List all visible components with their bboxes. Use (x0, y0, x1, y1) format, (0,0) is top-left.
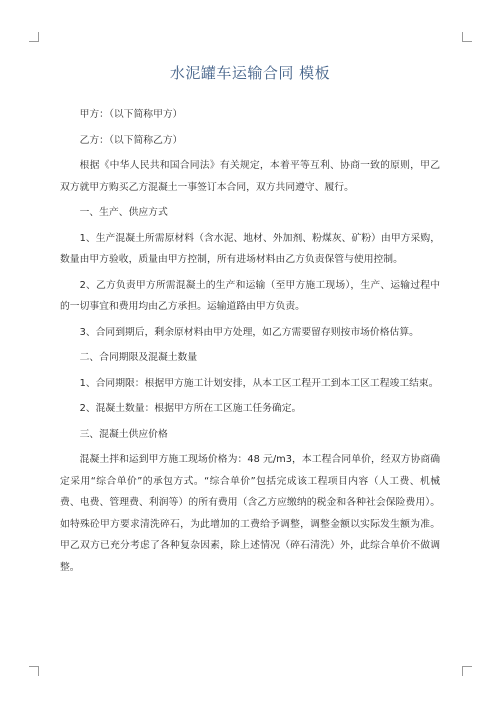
clause-1-2: 2、乙方负责甲方所需混凝土的生产和运输（至甲方施工现场），生产、运输过程中的一切事宜和费用均由乙方承担。运输道路由甲方负责。 (60, 279, 440, 312)
clause-2-2: 2、混凝土数量：根据甲方所在工区施工任务确定。 (79, 403, 302, 414)
clause-2-1: 1、合同期限：根据甲方施工计划安排，从本工区工程开工到本工区工程竣工结束。 (79, 377, 439, 389)
section-heading-1: 一、生产、供应方式 (79, 207, 168, 218)
document-body (60, 104, 440, 582)
section-heading-2: 二、合同期限及混凝土数量 (79, 352, 198, 363)
clause-1-1: 1、生产混凝土所需原材料（含水泥、地材、外加剂、粉煤灰、矿粉）由甲方采购，数量由甲方验收，质量由甲方控制，所有进场材料由乙方负责保管与使用控制。 (60, 232, 440, 265)
crop-mark-bottom-right (462, 666, 472, 676)
section-heading-3: 三、混凝土供应价格 (79, 428, 168, 440)
clause-1-3: 3、合同到期后，剩余原材料由甲方处理，如乙方需要留存则按市场价格估算。 (79, 326, 419, 338)
clause-3-price: 混凝土拌和运到甲方施工现场价格为：48 元/m3，本工程合同单价，经双方协商确定采用“综合单价”的承包方式。“综合单价”包括完成该工程项目内容（人工费、机械费、电费、管理费、利润等）的所有费用（含乙方应缴纳的税金和各种社会保险费用）。如特殊砼甲方要求清洗碎石，为此增加的工费给予调整，调整金额以实际发生额为准。甲乙双方已充分考虑了各种复杂因素，除上述情况（碎石清洗）外，此综合单价不做调整。 (60, 454, 440, 573)
crop-mark-top-left (29, 32, 39, 42)
crop-mark-top-right (462, 32, 472, 42)
party-b-line: 乙方：（以下简称乙方） (79, 134, 183, 146)
document-title: 水泥罐车运输合同 模板 (169, 64, 331, 82)
crop-mark-bottom-left (29, 666, 39, 676)
party-a-line: 甲方：（以下简称甲方） (79, 109, 183, 120)
preamble-paragraph: 根据《中华人民共和国合同法》有关规定，本着平等互利、协商一致的原则，甲乙双方就甲方购买乙方混凝土一事签订本合同，双方共同遵守、履行。 (60, 160, 440, 193)
